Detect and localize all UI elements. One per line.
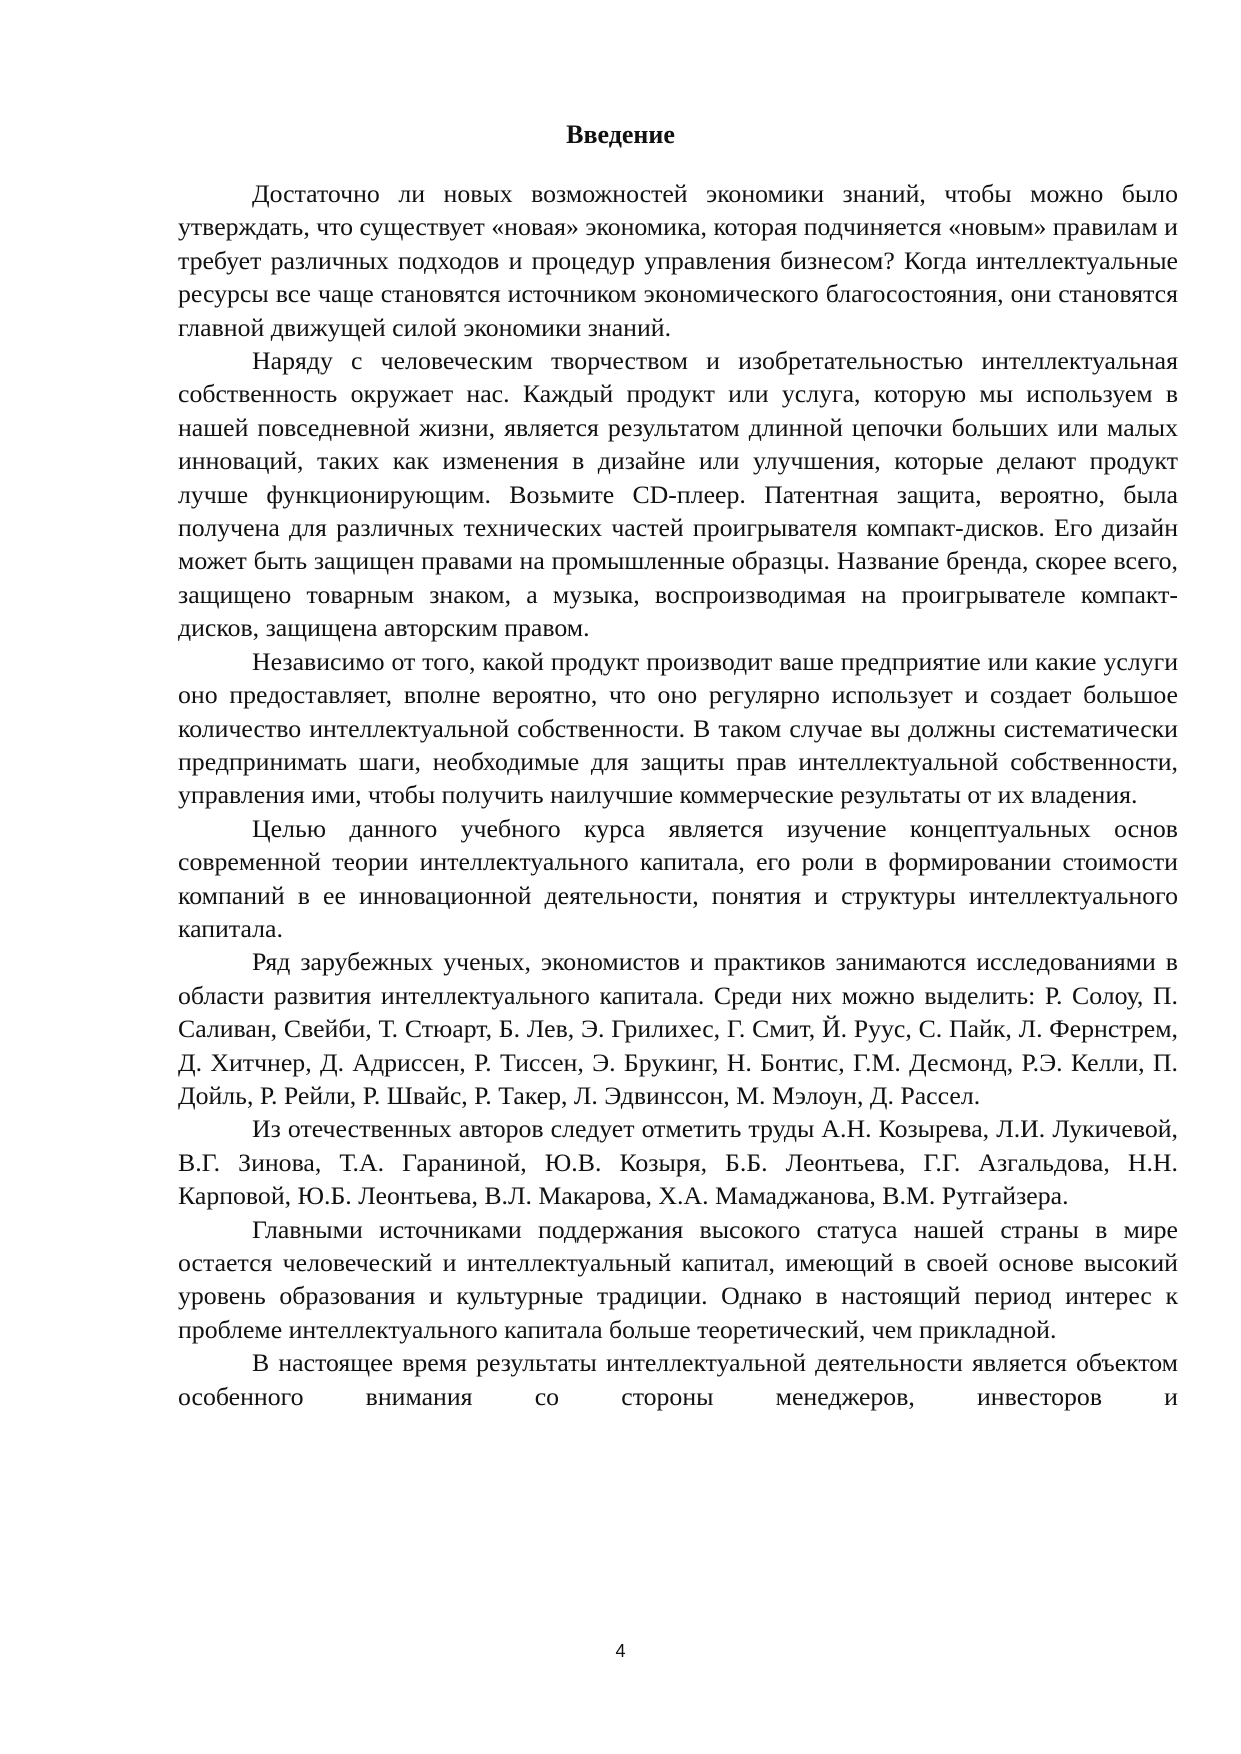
- paragraph: В настоящее время результаты интеллектуальной деятельности является объектом особенного внимания со стороны менеджеров, инвесторов и: [178, 1348, 1178, 1411]
- paragraph: Главными источниками поддержания высокого статуса нашей страны в мире остается человеческий и интеллектуальный капитал, имеющий в своей основе высокий уровень образования и культурные традиции. Однако в настоящий период интерес к проблеме интеллектуального капитала больше теоретический, чем прикладной.: [178, 1214, 1178, 1344]
- page-number: 4: [615, 1641, 626, 1661]
- paragraph: Достаточно ли новых возможностей экономики знаний, чтобы можно было утверждать, что существует «новая» экономика, которая подчиняется «новым» правилам и требует различных подходов и процедур управления бизнесом? Когда интеллектуальные ресурсы все чаще становятся источником экономического благосостояния, они становятся главной движущей силой экономики знаний.: [178, 179, 1178, 342]
- paragraph: Наряду с человеческим творчеством и изобретательностью интеллектуальная собственность окружает нас. Каждый продукт или услуга, которую мы используем в нашей повседневной жизни, является результатом длинной цепочки больших или малых инноваций, таких как изменения в дизайне или улучшения, которые делают продукт лучше функционирующим. Возьмите CD-плеер. Патентная защита, вероятно, была получена для различных технических частей проигрывателя компакт-дисков. Его дизайн может быть защищен правами на промышленные образцы. Название бренда, скорее всего, защищено товарным знаком, а музыка, воспроизводимая на проигрывателе компакт-дисков, защищена авторским правом.: [178, 346, 1178, 643]
- body-text: [178, 177, 1178, 1413]
- section-title: Введение: [566, 120, 675, 149]
- paragraph: Ряд зарубежных ученых, экономистов и практиков занимаются исследованиями в области развития интеллектуального капитала. Среди них можно выделить: Р. Солоу, П. Саливан, Свейби, Т. Стюарт, Б. Лев, Э. Грилихес, Г. Смит, Й. Руус, С. Пайк, Л. Фернстрем, Д. Хитчнер, Д. Адриссен, Р. Тиссен, Э. Брукинг, Н. Бонтис, Г.М. Десмонд, Р.Э. Келли, П. Дойль, Р. Рейли, Р. Швайс, Р. Такер, Л. Эдвинссон, М. Мэлоун, Д. Рассел.: [178, 947, 1178, 1110]
- paragraph: Целью данного учебного курса является изучение концептуальных основ современной теории интеллектуального капитала, его роли в формировании стоимости компаний в ее инновационной деятельности, понятия и структуры интеллектуального капитала.: [178, 813, 1178, 943]
- paragraph: Из отечественных авторов следует отметить труды А.Н. Козырева, Л.И. Лукичевой, В.Г. Зинова, Т.А. Гараниной, Ю.В. Козыря, Б.Б. Леонтьева, Г.Г. Азгальдова, Н.Н. Карповой, Ю.Б. Леонтьева, В.Л. Макарова, Х.А. Мамаджанова, В.М. Рутгайзера.: [178, 1114, 1178, 1211]
- paragraph: Независимо от того, какой продукт производит ваше предприятие или какие услуги оно предоставляет, вполне вероятно, что оно регулярно использует и создает большое количество интеллектуальной собственности. В таком случае вы должны систематически предпринимать шаги, необходимые для защиты прав интеллектуальной собственности, управления ими, чтобы получить наилучшие коммерческие результаты от их владения.: [178, 646, 1178, 810]
